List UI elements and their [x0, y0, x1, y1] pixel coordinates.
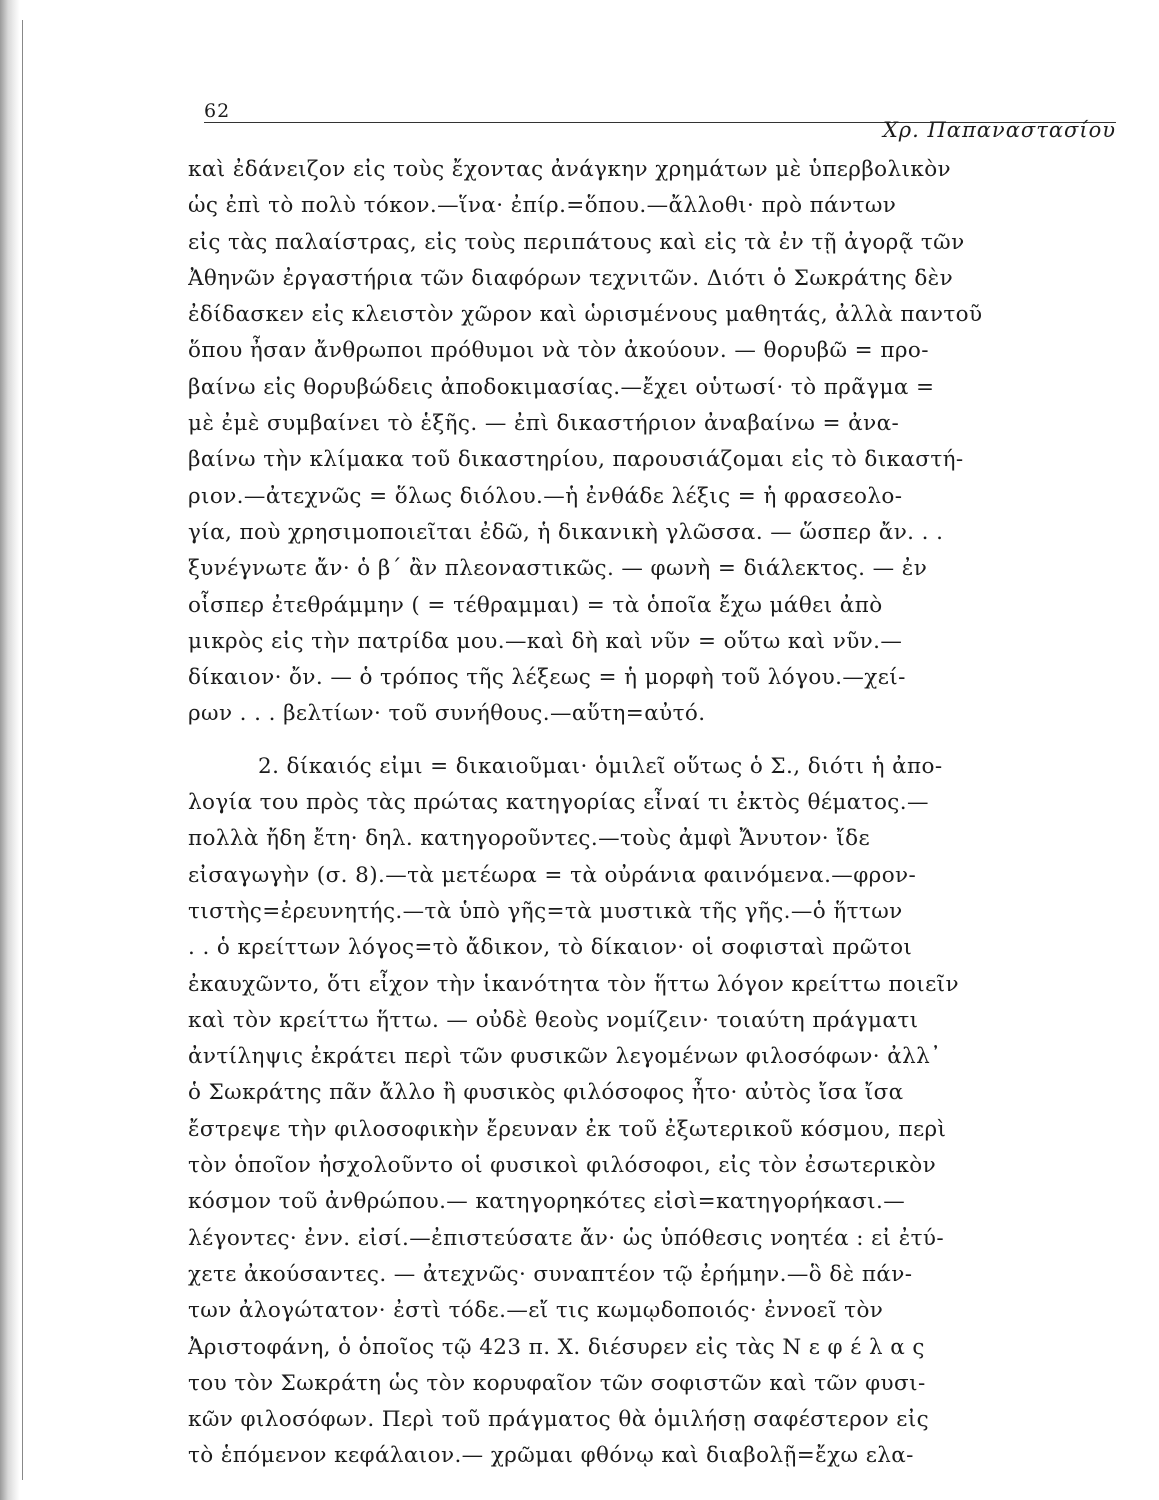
text-line: Ἀθηνῶν ἐργαστήρια τῶν διαφόρων τεχνιτῶν. Διότι ὁ Σωκράτης δὲν: [188, 265, 954, 291]
text-line: λέγοντες· ἐνν. εἰσί.—ἐπιστεύσατε ἄν· ὡς ὑπόθεσις νοητέα : εἰ ἐτύ-: [188, 1225, 945, 1251]
text-line: τὸ ἑπόμενον κεφάλαιον.— χρῶμαι φθόνῳ καὶ διαβολῇ=ἔχω ελα-: [188, 1443, 914, 1469]
text-line: Ἀριστοφάνη, ὁ ὁποῖος τῷ 423 π. Χ. διέσυρεν εἰς τὰς Ν ε φ έ λ α ς: [188, 1334, 925, 1360]
paragraph-gap: [188, 733, 1098, 749]
text-line: βαίνω εἰς θορυβώδεις ἀποδοκιμασίας.—ἔχει οὑτωσί· τὸ πρᾶγμα =: [188, 374, 935, 400]
text-line: ριον.—ἀτεχνῶς = ὅλως διόλου.—ἡ ἐνθάδε λέξις = ἡ φρασεολο-: [188, 483, 903, 509]
text-line: . . ὁ κρείττων λόγος=τὸ ἄδικον, τὸ δίκαιον· οἱ σοφισταὶ πρῶτοι: [188, 935, 913, 961]
text-line: ὅπου ἦσαν ἄνθρωποι πρόθυμοι νὰ τὸν ἀκούουν. — θορυβῶ = προ-: [188, 338, 929, 364]
text-line: ὡς ἐπὶ τὸ πολὺ τόκον.—ἵνα· ἐπίρ.=ὅπου.—ἄλλοθι· πρὸ πάντων: [188, 193, 897, 219]
page-number: 62: [204, 100, 231, 122]
text-line: ὁ Σωκράτης πᾶν ἄλλο ἢ φυσικὸς φιλόσοφος ἦτο· αὐτὸς ἴσα ἴσα: [188, 1080, 904, 1106]
running-head: Χρ. Παπαναστασίου: [882, 118, 1116, 142]
text-line: βαίνω τὴν κλίμακα τοῦ δικαστηρίου, παρουσιάζομαι εἰς τὸ δικαστή-: [188, 447, 964, 473]
page-edge-line: [22, 20, 23, 1480]
text-line: οἷσπερ ἐτεθράμμην ( = τέθραμμαι) = τὰ ὁποῖα ἔχω μάθει ἀπὸ: [188, 592, 883, 618]
text-line: χετε ἀκούσαντες. — ἀτεχνῶς· συναπτέον τῷ ἐρήμην.—ὃ δὲ πάν-: [188, 1261, 913, 1287]
text-line: τιστὴς=ἐρευνητής.—τὰ ὑπὸ γῆς=τὰ μυστικὰ τῆς γῆς.—ὁ ἥττων: [188, 898, 903, 924]
text-line: τὸν ὁποῖον ἠσχολοῦντο οἱ φυσικοὶ φιλόσοφοι, εἰς τὸν ἐσωτερικὸν: [188, 1153, 937, 1179]
page-header: [204, 100, 1116, 146]
text-line: καὶ ἐδάνειζον εἰς τοὺς ἔχοντας ἀνάγκην χρημάτων μὲ ὑπερβολικὸν: [188, 157, 952, 182]
text-line: 2. δίκαιός εἰμι = δικαιοῦμαι· ὁμιλεῖ οὕτως ὁ Σ., διότι ἡ ἀπο-: [258, 753, 943, 779]
text-line: ἐδίδασκεν εἰς κλειστὸν χῶρον καὶ ὡρισμένους μαθητάς, ἀλλὰ παντοῦ: [188, 302, 983, 328]
paragraph-1: [188, 152, 1098, 733]
text-line: ἀντίληψις ἐκράτει περὶ τῶν φυσικῶν λεγομένων φιλοσόφων· ἀλλ᾿: [188, 1044, 942, 1070]
text-line: κόσμον τοῦ ἀνθρώπου.— κατηγορηκότες εἰσὶ=κατηγορήκασι.—: [188, 1189, 906, 1215]
text-line: δίκαιον· ὄν. — ὁ τρόπος τῆς λέξεως = ἡ μορφὴ τοῦ λόγου.—χεί-: [188, 665, 906, 691]
text-line: γία, ποὺ χρησιμοποιεῖται ἐδῶ, ἡ δικανικὴ γλῶσσα. — ὥσπερ ἄν. . .: [188, 519, 944, 545]
text-line: μὲ ἐμὲ συμβαίνει τὸ ἑξῆς. — ἐπὶ δικαστήριον ἀναβαίνω = ἀνα-: [188, 411, 900, 437]
text-line: εἰσαγωγὴν (σ. 8).—τὰ μετέωρα = τὰ οὐράνια φαινόμενα.—φρον-: [188, 862, 917, 888]
text-line: λογία του πρὸς τὰς πρώτας κατηγορίας εἶναί τι ἐκτὸς θέματος.—: [188, 790, 929, 816]
text-line: ἔστρεψε τὴν φιλοσοφικὴν ἔρευναν ἐκ τοῦ ἐξωτερικοῦ κόσμου, περὶ: [188, 1116, 947, 1142]
text-line: των ἀλογώτατον· ἐστὶ τόδε.—εἴ τις κωμῳδοποιός· ἐννοεῖ τὸν: [188, 1298, 884, 1324]
text-line: καὶ τὸν κρείττω ἥττω. — οὐδὲ θεοὺς νομίζειν· τοιαύτη πράγματι: [188, 1007, 919, 1033]
text-line: μικρὸς εἰς τὴν πατρίδα μου.—καὶ δὴ καὶ νῦν = οὕτω καὶ νῦν.—: [188, 628, 903, 654]
text-line: του τὸν Σωκράτη ὡς τὸν κορυφαῖον τῶν σοφιστῶν καὶ τῶν φυσι-: [188, 1370, 926, 1396]
text-line: ρων . . . βελτίων· τοῦ συνήθους.—αὕτη=αὐτό.: [188, 701, 706, 727]
text-line: ἐκαυχῶντο, ὅτι εἶχον τὴν ἱκανότητα τὸν ἥττω λόγον κρείττω ποιεῖν: [188, 971, 959, 997]
book-binding-shadow: [0, 0, 20, 1500]
text-line: πολλὰ ἤδη ἔτη· δηλ. κατηγοροῦντες.—τοὺς ἀμφὶ Ἄνυτον· ἴδε: [188, 826, 870, 852]
text-line: εἰς τὰς παλαίστρας, εἰς τοὺς περιπάτους καὶ εἰς τὰ ἐν τῇ ἀγορᾷ τῶν: [188, 229, 965, 255]
text-line: κῶν φιλοσόφων. Περὶ τοῦ πράγματος θὰ ὁμιλήσῃ σαφέστερον εἰς: [188, 1407, 930, 1433]
paragraph-2: [188, 749, 1098, 1475]
text-line: ξυνέγνωτε ἄν· ὁ β΄ ἂν πλεοναστικῶς. — φωνὴ = διάλεκτος. — ἐν: [188, 556, 928, 582]
commentary-text: [188, 152, 1098, 1475]
